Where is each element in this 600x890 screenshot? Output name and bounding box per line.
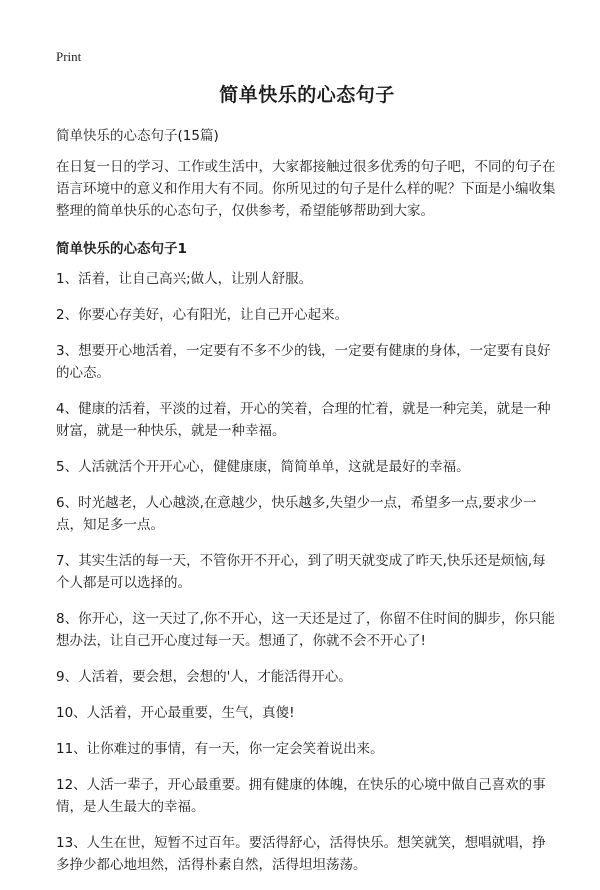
list-item: 8、你开心，这一天过了,你不开心，这一天还是过了，你留不住时间的脚步，你只能想办法，让自己开心度过每一天。想通了，你就不会不开心了!: [56, 611, 555, 649]
list-item: 6、时光越老，人心越淡,在意越少，快乐越多,失望少一点，希望多一点,要求少一点，知足多一点。: [56, 495, 537, 533]
list-item: 9、人活着，要会想，会想的'人，才能活得开心。: [56, 669, 352, 685]
sentence-list: [56, 268, 558, 876]
print-link[interactable]: Print: [56, 49, 82, 64]
list-item: 7、其实生活的每一天，不管你开不开心，到了明天就变成了昨天,快乐还是烦恼,每个人都是可以选择的。: [56, 553, 546, 591]
page-title: 简单快乐的心态句子: [219, 84, 395, 106]
list-item: 3、想要开心地活着，一定要有不多不少的钱，一定要有健康的身体，一定要有良好的心态。: [56, 343, 551, 381]
list-item: 12、人活一辈子，开心最重要。拥有健康的体魄，在快乐的心境中做自己喜欢的事情，是人生最大的幸福。: [56, 777, 546, 815]
list-item: 2、你要心存美好，心有阳光，让自己开心起来。: [56, 307, 349, 323]
section-heading: 简单快乐的心态句子1: [56, 241, 187, 257]
list-item: 10、人活着，开心最重要，生气，真傻!: [56, 705, 295, 721]
list-item: 5、人活就活个开开心心，健健康康，简简单单，这就是最好的幸福。: [56, 459, 470, 475]
list-item: 13、人生在世，短暂不过百年。要活得舒心，活得快乐。想笑就笑，想唱就唱，挣多挣少都心地坦然，活得朴素自然，活得坦坦荡荡。: [56, 835, 546, 873]
document-page: [56, 76, 558, 890]
list-item: 1、活着，让自己高兴;做人，让别人舒服。: [56, 271, 313, 287]
list-item: 4、健康的活着，平淡的过着，开心的笑着，合理的忙着，就是一种完美，就是一种财富，就是一种快乐，就是一种幸福。: [56, 401, 551, 439]
list-item: 11、让你难过的事情，有一天，你一定会笑着说出来。: [56, 741, 384, 757]
subtitle: 简单快乐的心态句子(15篇): [56, 128, 219, 144]
intro-paragraph: 在日复一日的学习、工作或生活中，大家都接触过很多优秀的句子吧，不同的句子在语言环境中的意义和作用大有不同。你所见过的句子是什么样的呢？下面是小编收集整理的简单快乐的心态句子，仅供参考，希望能够帮助到大家。: [56, 159, 556, 219]
